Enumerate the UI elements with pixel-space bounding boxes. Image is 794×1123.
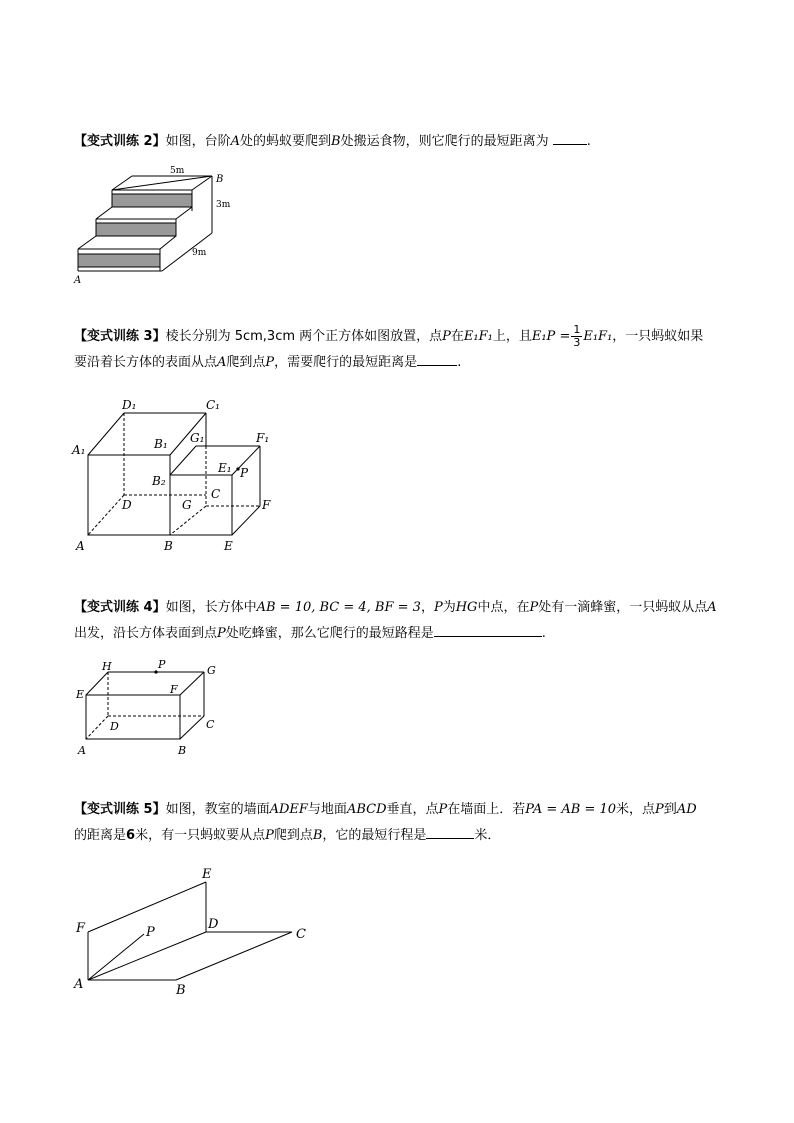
fraction: $\frac{1}{3}$: [573, 323, 581, 349]
svg-text:E: E: [76, 688, 85, 701]
svg-text:B₁: B₁: [154, 437, 168, 451]
svg-text:D: D: [110, 720, 119, 733]
problem-5-tag: 【变式训练 5】: [74, 802, 166, 817]
cuboid-figure: [72, 660, 232, 760]
svg-text:F: F: [170, 683, 178, 696]
wall-floor-figure: [72, 862, 332, 1002]
answer-blank[interactable]: [417, 351, 457, 366]
stairs-figure: [72, 163, 272, 286]
answer-blank[interactable]: [553, 130, 587, 145]
problem-3-tag: 【变式训练 3】: [74, 329, 166, 344]
svg-text:D: D: [208, 917, 219, 932]
svg-text:E₁: E₁: [218, 461, 232, 475]
svg-text:C₁: C₁: [206, 398, 220, 412]
label-A: A: [74, 275, 82, 286]
svg-text:C: C: [211, 487, 221, 501]
problem-2-tag: 【变式训练 2】: [74, 134, 166, 149]
svg-text:G: G: [207, 664, 216, 677]
label-B: B: [216, 174, 224, 185]
svg-text:A: A: [76, 539, 85, 553]
problem-4: 【变式训练 4】如图，长方体中AB = 10, BC = 4, BF = 3，P为HG中点，在P处有一滴蜂蜜，一只蚂蚁从点A 出发，沿长方体表面到点P处吃蜂蜜，那么它爬行的最短路程是 .: [74, 600, 717, 641]
cubes-figure: [72, 398, 292, 558]
problem-2: 【变式训练 2】如图，台阶A处的蚂蚁要爬到B处搬运食物，则它爬行的最短距离为 .: [74, 129, 734, 155]
svg-text:F: F: [76, 921, 86, 936]
svg-text:D₁: D₁: [122, 398, 137, 412]
svg-text:D: D: [122, 498, 132, 512]
svg-text:B: B: [178, 744, 187, 757]
svg-text:P: P: [146, 925, 155, 940]
problem-3: 【变式训练 3】棱长分别为 5cm,3cm 两个正方体如图放置，点P在E₁F₁上，且E₁P = $\frac{1}{3}$ E₁F₁，一只蚂蚁如果 要沿着长方体的表面从点A爬到点P，需要爬行的最短距离是 .: [74, 323, 704, 370]
label-5m: 5m: [170, 166, 185, 176]
svg-text:B: B: [164, 539, 173, 553]
answer-blank[interactable]: [434, 622, 542, 637]
answer-blank[interactable]: [426, 824, 474, 839]
svg-text:A: A: [78, 744, 86, 757]
svg-text:C: C: [296, 927, 306, 942]
label-3m: 3m: [216, 200, 231, 210]
svg-text:G₁: G₁: [190, 431, 205, 445]
svg-text:E: E: [224, 539, 233, 553]
svg-text:E: E: [202, 867, 212, 882]
svg-text:H: H: [102, 660, 112, 673]
svg-text:C: C: [206, 718, 215, 731]
svg-text:G: G: [182, 498, 192, 512]
svg-text:P: P: [240, 466, 249, 480]
svg-text:B₂: B₂: [152, 474, 166, 488]
svg-text:A: A: [74, 977, 84, 992]
svg-text:F₁: F₁: [256, 431, 270, 445]
svg-text:A₁: A₁: [72, 443, 86, 457]
label-9m: 9m: [192, 248, 207, 258]
svg-text:F: F: [262, 498, 271, 512]
problem-4-tag: 【变式训练 4】: [74, 600, 166, 615]
svg-text:B: B: [176, 983, 186, 998]
problem-5: 【变式训练 5】如图，教室的墙面ADEF与地面ABCD垂直，点P在墙面上．若PA = AB = 10米，点P到AD 的距离是6米，有一只蚂蚁要从点P爬到点B，它的最短行程是 米．: [74, 802, 697, 843]
svg-text:P: P: [158, 658, 166, 671]
